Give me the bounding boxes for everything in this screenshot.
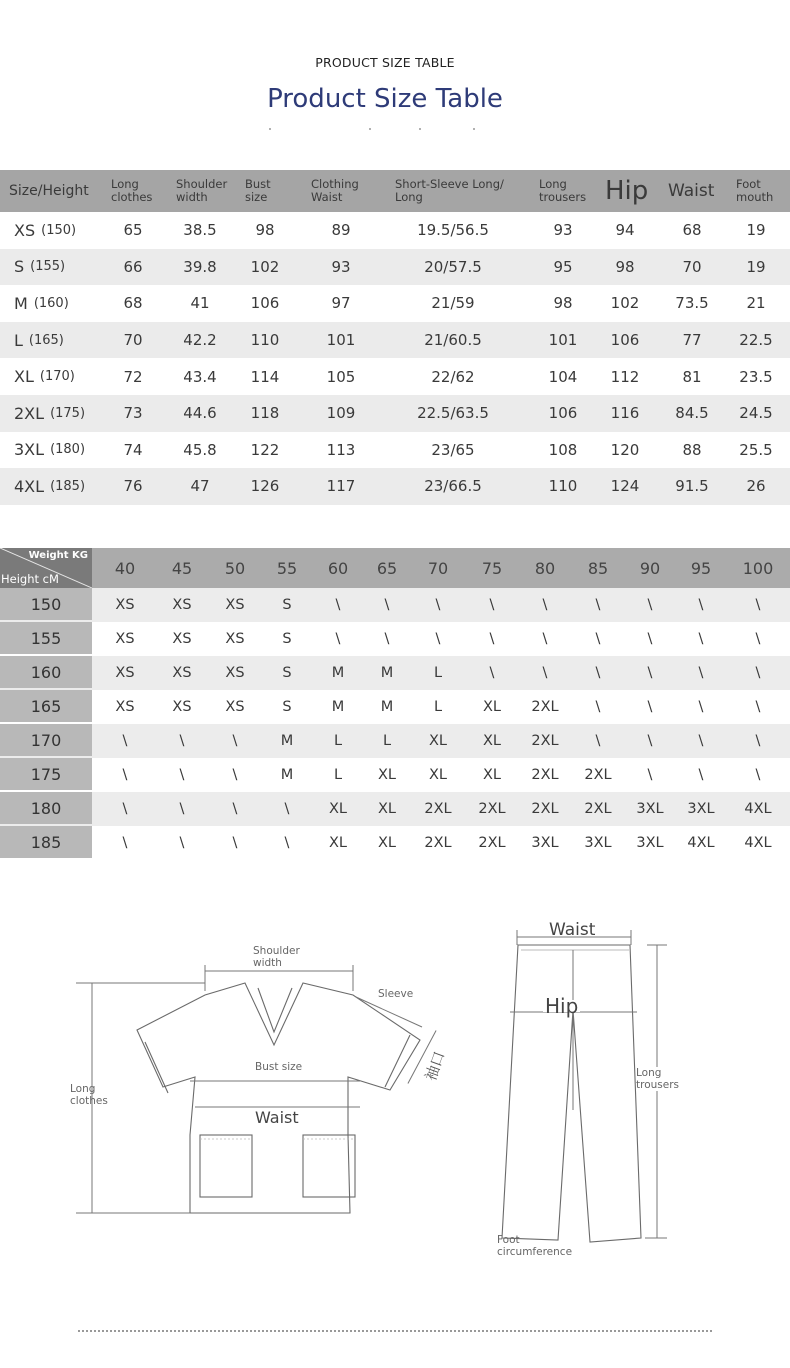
weight-table-cell: XL [482, 699, 501, 715]
weight-table-cell: \ [698, 631, 704, 647]
size-table-cell: 43.4 [183, 367, 217, 386]
size-table-cell: 70 [682, 257, 702, 276]
size-table-cell: 110 [250, 331, 280, 350]
header-bust-size: Bust size [245, 177, 271, 204]
weight-table-cell: \ [647, 597, 653, 613]
size-table-cell: 45.8 [183, 440, 217, 459]
height-axis-label: Height cM [1, 572, 59, 586]
size-table-cell: 102 [250, 257, 280, 276]
label-cuff: 袖口 [421, 1048, 449, 1084]
weight-table-cell: 2XL [584, 801, 612, 817]
size-cell [14, 468, 94, 505]
header-long-trousers: Long trousers [539, 177, 587, 204]
weight-table-cell: \ [698, 597, 704, 613]
size-label: 2XL [14, 403, 45, 423]
size-table-cell: 89 [331, 221, 351, 240]
size-table-cell: 98 [255, 221, 275, 240]
weight-table-cell: L [333, 733, 343, 749]
weight-table-cell: XL [428, 767, 447, 783]
size-row [0, 358, 790, 395]
label-bust-size: Bust size [255, 1061, 303, 1073]
weight-row [0, 826, 790, 860]
header-hip: Hip [605, 175, 649, 206]
size-label: XL [14, 367, 34, 387]
weight-table-cell: XL [482, 733, 501, 749]
weight-row [0, 690, 790, 724]
weight-table-cell: S [282, 699, 292, 715]
size-table-cell: 23/66.5 [424, 477, 482, 496]
label-long-clothes: Long clothes [70, 1083, 108, 1107]
weight-table-cell: \ [179, 801, 185, 817]
weight-table-cell: XL [482, 767, 501, 783]
weight-table-cell: XS [172, 597, 192, 613]
weight-table-cell: XL [377, 835, 396, 851]
weight-table-cell: XS [115, 631, 135, 647]
label-hip: Hip [545, 994, 579, 1018]
size-cell [14, 358, 94, 395]
size-label: 3XL [14, 440, 45, 460]
size-table-cell: 68 [682, 221, 702, 240]
weight-table-cell: L [433, 665, 443, 681]
weight-table-cell: 4XL [744, 835, 772, 851]
weight-table-cell: \ [384, 597, 390, 613]
size-table-cell: 68 [123, 294, 143, 313]
size-table-header [0, 170, 790, 212]
size-table-cell: 113 [326, 440, 356, 459]
size-table-cell: 106 [548, 404, 578, 423]
size-table-cell: 84.5 [675, 404, 709, 423]
height-cell: 165 [0, 690, 92, 722]
weight-table-cell: \ [755, 665, 761, 681]
size-row [0, 249, 790, 286]
weight-table-cell: \ [232, 767, 238, 783]
weight-table-cell: \ [542, 631, 548, 647]
weight-row [0, 656, 790, 690]
size-table-cell: 19 [746, 221, 766, 240]
height-cell: 180 [0, 792, 92, 824]
size-table-cell: 77 [682, 331, 702, 350]
size-table-cell: 47 [190, 477, 210, 496]
size-table-cell: 124 [610, 477, 640, 496]
weight-table-cell: \ [284, 801, 290, 817]
size-table-cell: 93 [553, 221, 573, 240]
size-table-cell: 110 [548, 477, 578, 496]
weight-header-cell: 60 [327, 558, 349, 578]
weight-table-cell: \ [595, 699, 601, 715]
size-label: L [14, 330, 23, 350]
size-table-cell: 104 [548, 367, 578, 386]
weight-table-cell: \ [595, 665, 601, 681]
size-cell [14, 322, 94, 359]
weight-table-cell: L [333, 767, 343, 783]
weight-table-cell: XS [172, 665, 192, 681]
weight-table-cell: \ [698, 767, 704, 783]
weight-table-cell: \ [489, 597, 495, 613]
weight-table-cell: M [280, 767, 294, 783]
size-table-cell: 21/60.5 [424, 331, 482, 350]
weight-table-cell: 2XL [584, 767, 612, 783]
shirt-diagram [60, 935, 460, 1235]
height-label: (170) [39, 369, 75, 385]
weight-table-cell: \ [179, 733, 185, 749]
weight-table-cell: \ [755, 767, 761, 783]
weight-table-cell: XS [115, 699, 135, 715]
size-table-cell: 114 [250, 367, 280, 386]
weight-table-cell: \ [698, 733, 704, 749]
weight-table-cell: M [280, 733, 294, 749]
height-label: (150) [41, 222, 77, 238]
size-table-cell: 122 [250, 440, 280, 459]
size-table-cell: 22/62 [431, 367, 475, 386]
size-cell [14, 395, 94, 432]
size-table-cell: 106 [610, 331, 640, 350]
size-label: S [14, 257, 25, 277]
height-label: (175) [50, 405, 86, 421]
size-table-cell: 88 [682, 440, 702, 459]
weight-header-cell: 55 [276, 558, 298, 578]
weight-table-cell: 2XL [424, 835, 452, 851]
weight-table-cell: \ [284, 835, 290, 851]
weight-table-cell: M [331, 665, 345, 681]
weight-table-body [0, 588, 790, 860]
weight-table-cell: XL [328, 801, 347, 817]
size-table-cell: 105 [326, 367, 356, 386]
height-cell: 155 [0, 622, 92, 654]
label-waist: Waist [255, 1108, 299, 1127]
size-row [0, 395, 790, 432]
weight-table-cell: XL [377, 801, 396, 817]
header-size-height: Size/Height [9, 182, 89, 199]
size-table-cell: 102 [610, 294, 640, 313]
size-row [0, 285, 790, 322]
size-table-cell: 24.5 [739, 404, 773, 423]
page-title: Product Size Table [267, 84, 503, 114]
size-row [0, 212, 790, 249]
label-foot-circumference: Foot circumference [497, 1234, 573, 1258]
size-table-cell: 95 [553, 257, 573, 276]
size-table-cell: 101 [548, 331, 578, 350]
height-label: (160) [33, 295, 69, 311]
weight-axis-label: Weight KG [28, 550, 88, 561]
size-table-cell: 65 [123, 221, 143, 240]
height-cell: 185 [0, 826, 92, 858]
height-label: (185) [50, 478, 86, 494]
weight-table-cell: XS [172, 699, 192, 715]
size-table-cell: 112 [610, 367, 640, 386]
weight-table-cell: 2XL [478, 835, 506, 851]
weight-table-cell: M [380, 699, 394, 715]
weight-table-cell: XS [225, 631, 245, 647]
weight-table-cell: S [282, 597, 292, 613]
weight-table-cell: XS [115, 597, 135, 613]
weight-table-cell: XS [115, 665, 135, 681]
weight-table-cell: 3XL [636, 801, 664, 817]
size-table-cell: 108 [548, 440, 578, 459]
weight-table-cell: M [380, 665, 394, 681]
trousers-outline [502, 945, 641, 1242]
size-table-cell: 26 [746, 477, 766, 496]
size-table-cell: 22.5/63.5 [417, 404, 489, 423]
shirt-outline [137, 983, 420, 1213]
size-table-cell: 93 [331, 257, 351, 276]
height-label: (180) [50, 442, 86, 458]
weight-table-cell: 3XL [636, 835, 664, 851]
title-decoration [268, 126, 488, 132]
size-table-cell: 19 [746, 257, 766, 276]
header-sleeve-long: Short-Sleeve Long/ Long [395, 177, 504, 204]
size-table-cell: 21/59 [431, 294, 475, 313]
label-shoulder-width: Shoulder width [253, 945, 300, 969]
size-table-cell: 120 [610, 440, 640, 459]
weight-table-cell: \ [755, 733, 761, 749]
weight-table-cell: \ [179, 767, 185, 783]
size-table-cell: 38.5 [183, 221, 217, 240]
weight-table-cell: \ [335, 631, 341, 647]
header-shoulder-width: Shoulder width [176, 177, 228, 204]
weight-header-cell: 100 [742, 558, 774, 578]
weight-table-cell: \ [595, 631, 601, 647]
weight-table-cell: S [282, 665, 292, 681]
size-cell [14, 432, 94, 469]
size-table-cell: 70 [123, 331, 143, 350]
weight-table-cell: \ [595, 733, 601, 749]
page-kicker: PRODUCT SIZE TABLE [315, 55, 455, 70]
size-table-cell: 20/57.5 [424, 257, 482, 276]
weight-table-cell: \ [232, 801, 238, 817]
weight-row [0, 792, 790, 826]
weight-table-cell: \ [435, 631, 441, 647]
weight-table-cell: \ [179, 835, 185, 851]
size-table-cell: 76 [123, 477, 143, 496]
weight-header-cell: 45 [171, 558, 193, 578]
weight-row [0, 622, 790, 656]
size-cell [14, 285, 94, 322]
size-table-cell: 91.5 [675, 477, 709, 496]
weight-table-cell: \ [755, 631, 761, 647]
weight-table-corner [0, 548, 92, 588]
size-row [0, 322, 790, 359]
header-clothing-waist: Clothing Waist [311, 177, 359, 204]
weight-table-cell: 4XL [687, 835, 715, 851]
weight-table-cell: \ [122, 767, 128, 783]
weight-table-cell: XL [377, 767, 396, 783]
weight-row [0, 724, 790, 758]
weight-table-cell: XS [225, 665, 245, 681]
height-cell: 170 [0, 724, 92, 756]
size-table-cell: 98 [553, 294, 573, 313]
size-table-cell: 25.5 [739, 440, 773, 459]
size-table-cell: 98 [615, 257, 635, 276]
weight-row [0, 758, 790, 792]
size-table-cell: 97 [331, 294, 351, 313]
size-table-cell: 74 [123, 440, 143, 459]
bottom-divider [78, 1330, 712, 1332]
size-table-cell: 44.6 [183, 404, 217, 423]
weight-table-cell: 2XL [531, 767, 559, 783]
weight-header-cell: 65 [376, 558, 398, 578]
weight-table-cell: \ [542, 597, 548, 613]
weight-table-cell: \ [542, 665, 548, 681]
weight-table-cell: \ [647, 665, 653, 681]
weight-table-cell: \ [489, 631, 495, 647]
header-long-clothes: Long clothes [111, 177, 153, 204]
weight-header-cell: 90 [639, 558, 661, 578]
size-table-cell: 19.5/56.5 [417, 221, 489, 240]
height-label: (165) [28, 332, 64, 348]
weight-table-cell: 2XL [478, 801, 506, 817]
height-label: (155) [30, 259, 66, 275]
weight-table-cell: \ [698, 699, 704, 715]
size-table-cell: 23.5 [739, 367, 773, 386]
weight-table-cell: XS [225, 597, 245, 613]
size-cell [14, 249, 94, 286]
size-table-cell: 81 [682, 367, 702, 386]
weight-table-cell: 2XL [531, 733, 559, 749]
size-table-cell: 39.8 [183, 257, 217, 276]
weight-table-cell: \ [595, 597, 601, 613]
label-sleeve: Sleeve [378, 988, 414, 1000]
weight-table-cell: \ [384, 631, 390, 647]
weight-table-cell: 3XL [531, 835, 559, 851]
size-table-cell: 94 [615, 221, 635, 240]
size-table-cell: 117 [326, 477, 356, 496]
height-cell: 150 [0, 588, 92, 620]
size-table-cell: 66 [123, 257, 143, 276]
weight-table-cell: \ [122, 733, 128, 749]
size-table-cell: 41 [190, 294, 210, 313]
height-cell: 175 [0, 758, 92, 790]
size-table-cell: 42.2 [183, 331, 217, 350]
size-table-cell: 126 [250, 477, 280, 496]
weight-table-cell: \ [755, 699, 761, 715]
weight-table-cell: \ [335, 597, 341, 613]
weight-header-cell: 70 [427, 558, 449, 578]
size-table-cell: 109 [326, 404, 356, 423]
label-trousers-waist: Waist [549, 920, 596, 940]
size-row [0, 432, 790, 469]
weight-table-cell: XL [328, 835, 347, 851]
weight-table-cell: \ [435, 597, 441, 613]
weight-header-cell: 50 [224, 558, 246, 578]
size-label: M [14, 293, 28, 313]
size-table-cell: 21 [746, 294, 766, 313]
weight-row [0, 588, 790, 622]
size-table-cell: 73.5 [675, 294, 709, 313]
weight-table-header [0, 548, 790, 588]
weight-table-cell: \ [232, 733, 238, 749]
size-table-cell: 73 [123, 404, 143, 423]
size-row [0, 468, 790, 505]
weight-table-cell: \ [647, 631, 653, 647]
weight-table-cell: \ [755, 597, 761, 613]
weight-height-table [0, 548, 790, 860]
weight-table-cell: \ [122, 835, 128, 851]
weight-table-cell: \ [647, 699, 653, 715]
weight-table-cell: \ [647, 733, 653, 749]
size-table-cell: 22.5 [739, 331, 773, 350]
weight-header-cell: 75 [481, 558, 503, 578]
size-table-cell: 72 [123, 367, 143, 386]
weight-header-cell: 85 [587, 558, 609, 578]
weight-table-cell: \ [232, 835, 238, 851]
weight-header-cell: 80 [534, 558, 556, 578]
weight-table-cell: L [433, 699, 443, 715]
weight-table-cell: 2XL [424, 801, 452, 817]
weight-table-cell: XS [225, 699, 245, 715]
size-table-cell: 118 [250, 404, 280, 423]
header-foot-mouth: Foot mouth [736, 177, 774, 204]
weight-table-cell: 3XL [584, 835, 612, 851]
size-label: XS [14, 220, 36, 240]
weight-table-cell: 2XL [531, 801, 559, 817]
size-table-cell: 101 [326, 331, 356, 350]
weight-table-cell: 3XL [687, 801, 715, 817]
weight-table-cell: L [382, 733, 392, 749]
height-cell: 160 [0, 656, 92, 688]
weight-table-cell: \ [489, 665, 495, 681]
size-table-cell: 106 [250, 294, 280, 313]
size-table [0, 170, 790, 505]
weight-table-cell: 4XL [744, 801, 772, 817]
weight-table-cell: XS [172, 631, 192, 647]
weight-header-cell: 40 [114, 558, 136, 578]
header-waist: Waist [668, 180, 715, 201]
size-cell [14, 212, 94, 249]
size-table-body [0, 212, 790, 505]
size-table-cell: 23/65 [431, 440, 475, 459]
weight-header-cell: 95 [690, 558, 712, 578]
size-label: 4XL [14, 476, 45, 496]
weight-table-cell: 2XL [531, 699, 559, 715]
weight-table-cell: \ [698, 665, 704, 681]
weight-table-cell: XL [428, 733, 447, 749]
size-table-cell: 116 [610, 404, 640, 423]
weight-table-cell: S [282, 631, 292, 647]
weight-table-cell: \ [122, 801, 128, 817]
weight-table-cell: \ [647, 767, 653, 783]
weight-table-cell: M [331, 699, 345, 715]
label-long-trousers: Long trousers [636, 1067, 679, 1091]
